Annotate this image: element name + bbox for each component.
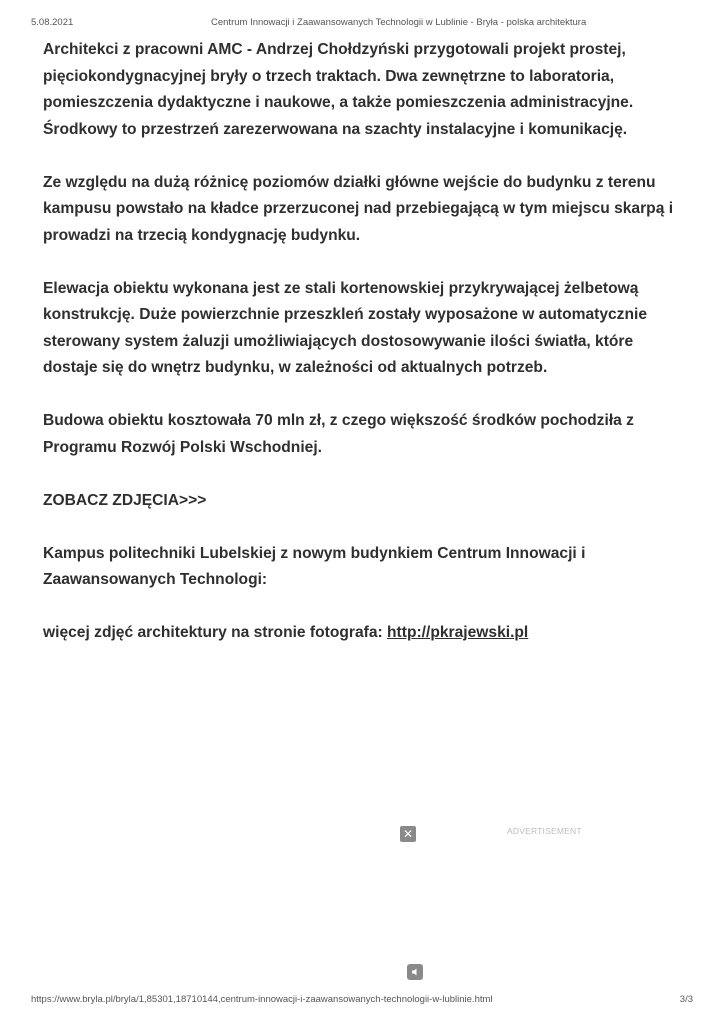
page-number: 3/3	[679, 994, 693, 1005]
close-icon[interactable]: ✕	[400, 826, 416, 842]
article-paragraph: Architekci z pracowni AMC - Andrzej Chołdzyński przygotowali projekt prostej, pięciokondygnacyjnej bryły o trzech traktach. Dwa zewnętrzne to laboratoria, pomieszczenia dydaktyczne i naukowe, a także pomieszczenia administracyjne. Środkowy to przestrzeń zarezerwowana na szachty instalacyjne i komunikację.	[43, 41, 634, 138]
print-date: 5.08.2021	[31, 17, 74, 28]
article-paragraph: Ze względu na dużą różnicę poziomów działki główne wejście do budynku z terenu kampusu powstało na kładce przerzuconej nad przebiegającą w tym miejscu skarpą i prowadzi na trzecią kondygnację budynku.	[43, 173, 674, 244]
speaker-icon[interactable]	[407, 964, 423, 980]
print-page-title: Centrum Innowacji i Zaawansowanych Technologii w Lublinie - Bryła - polska architektura	[211, 17, 587, 28]
print-header	[31, 17, 693, 31]
advertisement-label: ADVERTISEMENT	[507, 826, 582, 836]
article-paragraph: Elewacja obiektu wykonana jest ze stali kortenowskiej przykrywającej żelbetową konstrukcję. Duże powierzchnie przeszkleń zostały wyposażone w automatycznie sterowany system żaluzji umożliwiających dostosowywanie ilości światła, które dostaje się do wnętrz budynku, w zależności od aktualnych potrzeb.	[43, 279, 647, 376]
photographer-prefix: więcej zdjęć architektury na stronie fotografa:	[43, 624, 388, 641]
article-paragraph: Kampus politechniki Lubelskiej z nowym budynkiem Centrum Innowacji i Zaawansowanych Technologi:	[43, 544, 586, 588]
print-footer	[31, 994, 693, 1008]
photographer-line	[43, 620, 683, 647]
article-paragraph: Budowa obiektu kosztowała 70 mln zł, z czego większość środków pochodziła z Programu Rozwój Polski Wschodniej.	[43, 412, 634, 456]
photographer-link[interactable]: http://pkrajewski.pl	[387, 624, 529, 641]
article-body	[43, 37, 683, 673]
see-photos-link[interactable]: ZOBACZ ZDJĘCIA>>>	[43, 491, 207, 509]
print-url: https://www.bryla.pl/bryla/1,85301,18710144,centrum-innowacji-i-zaawansowanych-technologii-w-lublinie.html	[31, 994, 493, 1005]
